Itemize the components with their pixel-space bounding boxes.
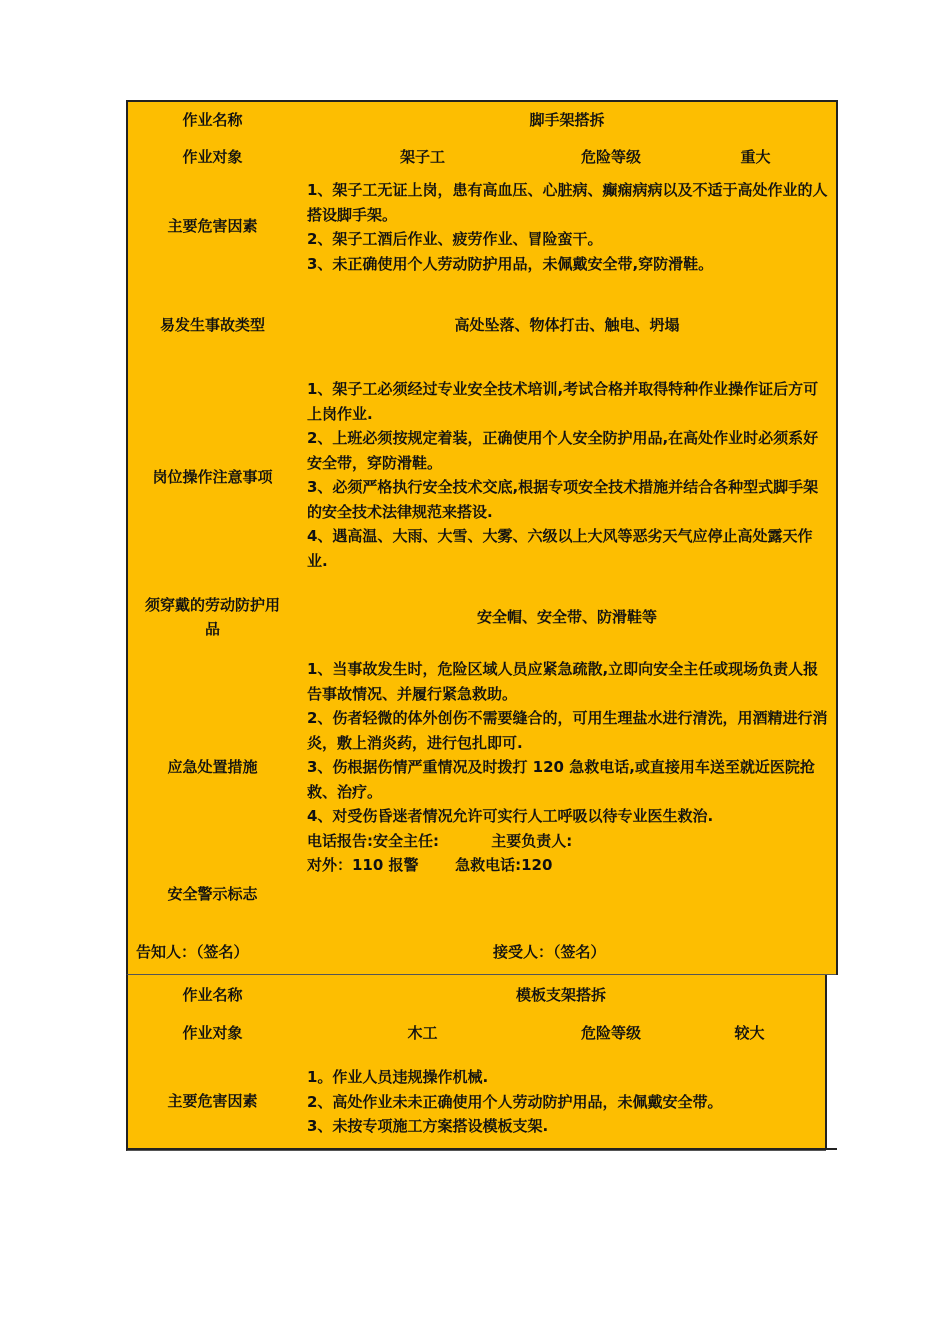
precaution-item: 2、上班必须按规定着装，正确使用个人安全防护用品,在高处作业时必须系好安全带，穿防滑鞋。: [307, 429, 819, 472]
table-right-border: [836, 100, 838, 975]
accident-type-label: 易发生事故类型: [126, 275, 298, 375]
precaution-item: 4、遇高温、大雨、大雪、大雾、六级以上大风等恶劣天气应停止高处露天作业.: [307, 527, 813, 570]
emergency-item: 2、伤者轻微的体外创伤不需要缝合的，可用生理盐水进行清洗，用酒精进行消炎，敷上消炎药，进行包扎即可.: [307, 709, 828, 752]
ppe-label: 须穿戴的劳动防护用品: [126, 579, 298, 655]
job-target-value-2: 木工: [297, 1013, 549, 1052]
hazard-item: 3、未正确使用个人劳动防护用品，未佩戴安全带,穿防滑鞋。: [307, 254, 714, 273]
risk-level-value: 重大: [674, 137, 838, 176]
table2-right-border: [825, 975, 827, 1149]
emergency-item: 3、伤根据伤情严重情况及时拨打 120 急救电话,或直接用车送至就近医院抢救、治疗。: [307, 758, 815, 801]
emergency-item: 1、当事故发生时，危险区域人员应紧急疏散,立即向安全主任或现场负责人报告事故情况、并履行紧急救助。: [307, 660, 819, 703]
table2-bottom-border: [126, 1148, 837, 1150]
emergency-label: 应急处置措施: [126, 654, 298, 880]
job-name-value-2: 模板支架搭拆: [297, 975, 826, 1014]
receiver-signature-field[interactable]: [642, 929, 838, 975]
risk-level-label: 危险等级: [548, 137, 675, 176]
hazards-text: [297, 175, 838, 276]
hazards-label-2: 主要危害因素: [126, 1051, 298, 1151]
hazard-item: 2、架子工酒后作业、疲劳作业、冒险蛮干。: [307, 230, 603, 248]
job-target-label: 作业对象: [126, 137, 298, 176]
job-name-label-2: 作业名称: [126, 975, 298, 1014]
ppe-value: 安全帽、安全带、防滑鞋等: [297, 579, 838, 655]
risk-level-label-2: 危险等级: [548, 1013, 675, 1052]
receiver-signature-label: 接受人：（签名）: [485, 929, 643, 975]
notifier-signature-field[interactable]: [297, 929, 486, 975]
emergency-phone-line: 对外：110 报警 急救电话:120: [307, 856, 553, 874]
hazard-item: 1、架子工无证上岗，患有高血压、心脏病、癫痫病病以及不适于高处作业的人搭设脚手架。: [307, 181, 828, 224]
precaution-item: 1、架子工必须经过专业安全技术培训,考试合格并取得特种作业操作证后方可上岗作业.: [307, 380, 819, 423]
hazard-item: 3、未按专项施工方案搭设模板支架.: [307, 1117, 549, 1135]
notifier-signature-label: 告知人：（签名）: [126, 929, 298, 975]
hazard-item: 1。作业人员违规操作机械.: [307, 1068, 489, 1086]
emergency-item: 4、对受伤昏迷者情况允许可实行人工呼吸以待专业医生救治.: [307, 807, 714, 825]
precautions-text: [297, 374, 838, 580]
job-name-value: 脚手架搭拆: [297, 100, 838, 138]
emergency-phone-line: 电话报告:安全主任: 主要负责人:: [307, 831, 573, 850]
emergency-text: [297, 654, 838, 880]
precaution-item: 3、必须严格执行安全技术交底,根据专项安全技术措施并结合各种型式脚手架的安全技术法律规范来搭设.: [307, 478, 819, 521]
job-target-value: 架子工: [297, 137, 549, 176]
safety-sign-label: 安全警示标志: [126, 879, 298, 930]
job-target-label-2: 作业对象: [126, 1013, 298, 1052]
safety-sign-value: [297, 879, 838, 930]
hazards-text-2: [297, 1051, 826, 1151]
precautions-label: 岗位操作注意事项: [126, 374, 298, 580]
hazard-item: 2、高处作业未未正确使用个人劳动防护用品，未佩戴安全带。: [307, 1092, 723, 1111]
accident-type-value: 高处坠落、物体打击、触电、坍塌: [297, 275, 838, 375]
job-name-label: 作业名称: [126, 100, 298, 138]
hazards-label: 主要危害因素: [126, 175, 298, 276]
risk-level-value-2: 较大: [674, 1013, 826, 1052]
